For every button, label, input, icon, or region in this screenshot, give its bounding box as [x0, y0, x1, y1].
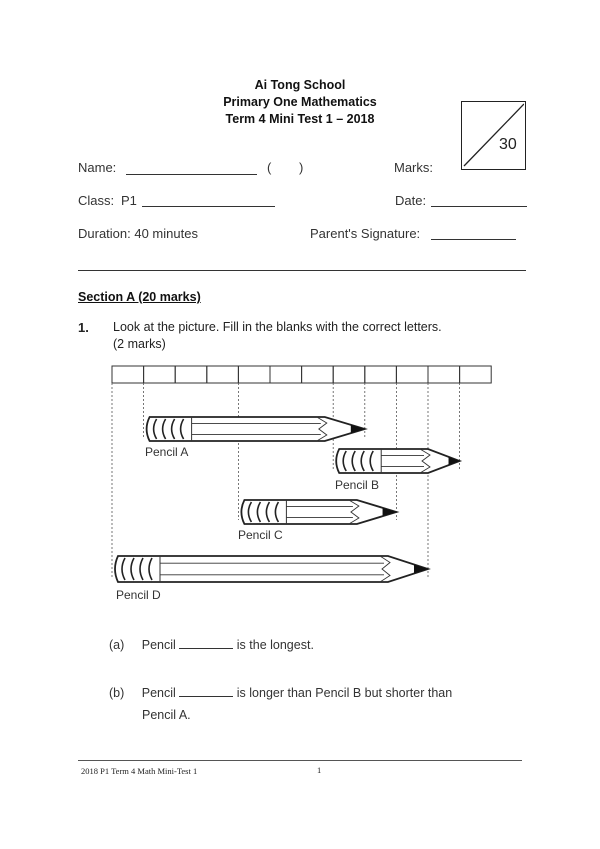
part-b-post: is longer than Pencil B but shorter than	[236, 686, 453, 700]
part-a-answer-blank[interactable]	[179, 636, 233, 649]
class-value: P1	[121, 193, 137, 208]
part-b-answer-blank[interactable]	[179, 684, 233, 697]
pencil-b-label: Pencil B	[335, 478, 380, 492]
pencil-d-label: Pencil D	[116, 588, 161, 602]
question-text: Look at the picture. Fill in the blanks with the correct letters.	[113, 320, 442, 334]
grid-cell	[270, 366, 302, 383]
grid-cell	[175, 366, 207, 383]
question-number: 1.	[78, 320, 89, 335]
section-title: Section A (20 marks)	[78, 290, 201, 304]
subject-title: Primary One Mathematics	[223, 95, 377, 109]
pencil-d	[115, 556, 428, 582]
part-b-line2: Pencil A.	[142, 708, 191, 722]
part-a-pre: Pencil	[141, 638, 176, 652]
pencils	[115, 417, 460, 582]
pencil-b	[336, 449, 459, 473]
footer-divider	[78, 760, 522, 761]
grid-cell	[302, 366, 334, 383]
grid-cell	[112, 366, 144, 383]
pencil-a	[147, 417, 365, 441]
date-label: Date:	[395, 193, 427, 208]
footer-title: 2018 P1 Term 4 Math Mini-Test 1	[81, 766, 198, 776]
index-paren-close: )	[299, 160, 304, 175]
duration-text: Duration: 40 minutes	[78, 226, 198, 241]
pencil-a-label: Pencil A	[145, 445, 189, 459]
class-label: Class:	[78, 193, 115, 208]
grid-cell	[238, 366, 270, 383]
part-b-marker: (b)	[109, 686, 125, 700]
part-b-pre: Pencil	[141, 686, 176, 700]
signature-label: Parent's Signature:	[310, 226, 421, 241]
part-a	[109, 636, 314, 652]
marks-label: Marks:	[394, 160, 433, 175]
name-label: Name:	[78, 160, 117, 175]
pencil-c	[241, 500, 396, 524]
part-a-marker: (a)	[109, 638, 125, 652]
grid-cell	[460, 366, 492, 383]
grid-cell	[428, 366, 460, 383]
school-name: Ai Tong School	[254, 78, 346, 92]
unit-grid	[112, 366, 491, 383]
index-paren-open: (	[267, 160, 272, 175]
page-number: 1	[317, 765, 322, 775]
question-marks: (2 marks)	[113, 337, 166, 351]
grid-cell	[207, 366, 239, 383]
marks-total: 30	[499, 136, 517, 153]
pencil-c-label: Pencil C	[238, 528, 283, 542]
test-title: Term 4 Mini Test 1 – 2018	[225, 112, 375, 126]
guide-lines	[112, 383, 460, 577]
part-b	[109, 684, 452, 700]
grid-cell	[333, 366, 365, 383]
part-a-post: is the longest.	[236, 638, 314, 652]
grid-cell	[365, 366, 397, 383]
grid-cell	[144, 366, 176, 383]
grid-cell	[396, 366, 428, 383]
